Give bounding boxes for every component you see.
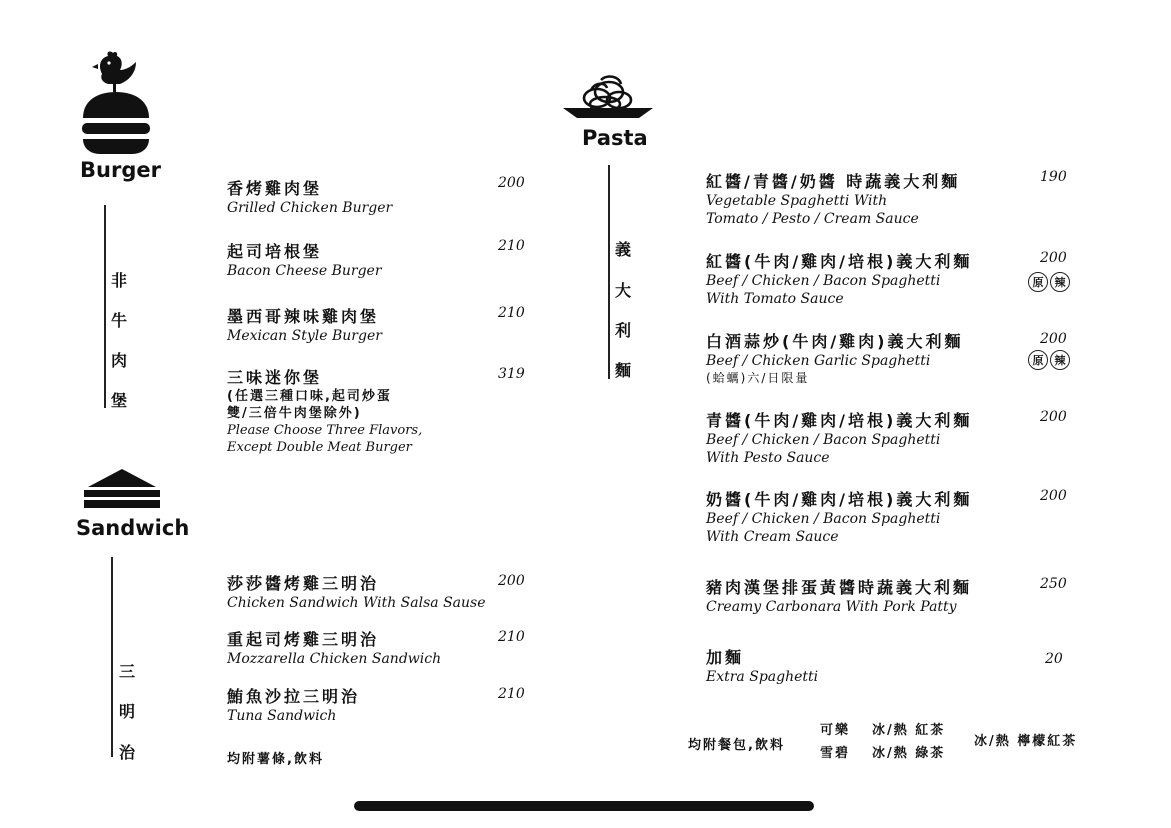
- sandwich-category-char: 明: [119, 702, 136, 721]
- item-name-en: Grilled Chicken Burger: [227, 200, 393, 216]
- menu-item-carbonara-pork-patty: [706, 575, 972, 616]
- item-price: 250: [1040, 576, 1067, 592]
- sandwich-category-divider: [111, 557, 113, 757]
- menu-item-cream-meat-spaghetti: [706, 487, 972, 546]
- pasta-logo-icon: [561, 70, 655, 120]
- drink-option: 冰/熱 檸檬紅茶: [974, 734, 1078, 749]
- pasta-category-char: 麵: [615, 361, 632, 380]
- item-price: 200: [498, 175, 525, 191]
- drink-option: 冰/熱 綠茶: [872, 746, 946, 761]
- item-name-zh: 香烤雞肉堡: [227, 179, 323, 198]
- burger-category-char: 堡: [111, 391, 128, 410]
- menu-item-grilled-chicken-burger: [227, 176, 392, 217]
- item-price: 200: [1040, 331, 1067, 347]
- item-name-en: Vegetable Spaghetti With: [706, 193, 888, 209]
- flavor-badges: [1028, 350, 1070, 370]
- spicy-flavor-badge: 辣: [1050, 350, 1070, 370]
- item-name-en: Creamy Carbonara With Pork Patty: [706, 599, 957, 615]
- item-name-en: Bacon Cheese Burger: [227, 263, 382, 279]
- menu-item-bacon-cheese-burger: [227, 239, 382, 280]
- pasta-category-char: 利: [615, 321, 632, 340]
- item-price: 210: [498, 305, 525, 321]
- menu-item-salsa-chicken-sandwich: [227, 571, 486, 612]
- item-name-en: Chicken Sandwich With Salsa Sause: [227, 595, 486, 611]
- item-price: 210: [498, 686, 525, 702]
- item-name-zh: 豬肉漢堡排蛋黃醬時蔬義大利麵: [706, 578, 973, 597]
- item-price: 210: [498, 238, 525, 254]
- item-name-en: Beef / Chicken Garlic Spaghetti: [706, 353, 931, 369]
- pasta-category-char: 大: [615, 281, 632, 300]
- item-name-en: With Cream Sauce: [706, 529, 839, 545]
- burger-logo-icon: [78, 48, 154, 163]
- item-price: 200: [1040, 488, 1067, 504]
- original-flavor-badge: 原: [1028, 350, 1048, 370]
- menu-item-garlic-spaghetti: [706, 329, 963, 387]
- item-name-en: Tuna Sandwich: [227, 708, 337, 724]
- item-name-en: Mozzarella Chicken Sandwich: [227, 651, 442, 667]
- menu-item-vegetable-spaghetti: [706, 169, 960, 228]
- item-price: 200: [498, 573, 525, 589]
- pasta-category-divider: [608, 165, 610, 379]
- menu-item-tuna-sandwich: [227, 684, 360, 725]
- item-name-en: Extra Spaghetti: [706, 669, 819, 685]
- item-name-zh: 紅醬(牛肉/雞肉/培根)義大利麵: [706, 252, 973, 271]
- item-name-en: Tomato / Pesto / Cream Sauce: [706, 211, 919, 227]
- item-name-zh: 莎莎醬烤雞三明治: [227, 574, 380, 593]
- item-price: 200: [1040, 250, 1067, 266]
- item-name-zh: 奶醬(牛肉/雞肉/培根)義大利麵: [706, 490, 973, 509]
- item-name-zh: 白酒蒜炒(牛肉/雞肉)義大利麵: [706, 332, 964, 351]
- pasta-footnote-label: 均附餐包,飲料: [688, 738, 785, 753]
- item-name-en: Please Choose Three Flavors,: [227, 423, 423, 438]
- item-name-zh: 鮪魚沙拉三明治: [227, 687, 361, 706]
- drink-option: 可樂: [820, 723, 851, 738]
- item-note: 雙/三倍牛肉堡除外): [227, 406, 362, 421]
- sandwich-footnote: 均附薯條,飲料: [227, 752, 324, 767]
- menu-item-mozzarella-chicken-sandwich: [227, 627, 441, 668]
- burger-category-char: 非: [111, 271, 128, 290]
- item-name-en: Beef / Chicken / Bacon Spaghetti: [706, 511, 941, 527]
- burger-section-title: Burger: [80, 158, 161, 182]
- item-price: 200: [1040, 409, 1067, 425]
- home-indicator-bar[interactable]: [354, 801, 814, 811]
- burger-category-char: 肉: [111, 351, 128, 370]
- item-name-en: With Pesto Sauce: [706, 450, 830, 466]
- flavor-badges: [1028, 272, 1070, 292]
- drink-option: 冰/熱 紅茶: [872, 723, 946, 738]
- item-note: (任選三種口味,起司炒蛋: [227, 389, 392, 404]
- menu-item-extra-spaghetti: [706, 645, 818, 686]
- menu-item-pesto-meat-spaghetti: [706, 408, 972, 467]
- menu-item-mexican-burger: [227, 304, 382, 345]
- item-name-zh: 紅醬/青醬/奶醬 時蔬義大利麵: [706, 172, 961, 191]
- menu-item-tomato-meat-spaghetti: [706, 249, 972, 308]
- item-name-en: Mexican Style Burger: [227, 328, 382, 344]
- menu-item-mini-burger: [227, 365, 422, 456]
- item-name-zh: 三味迷你堡: [227, 368, 323, 387]
- item-name-zh: 青醬(牛肉/雞肉/培根)義大利麵: [706, 411, 973, 430]
- sandwich-section-title: Sandwich: [76, 516, 190, 540]
- item-name-zh: 起司培根堡: [227, 242, 323, 261]
- item-name-en: Except Double Meat Burger: [227, 440, 412, 455]
- item-note: (蛤蠣)六/日限量: [706, 371, 810, 385]
- item-name-zh: 加麵: [706, 648, 745, 667]
- item-price: 20: [1045, 651, 1063, 667]
- item-price: 210: [498, 629, 525, 645]
- item-price: 190: [1040, 169, 1067, 185]
- item-name-en: Beef / Chicken / Bacon Spaghetti: [706, 273, 941, 289]
- spicy-flavor-badge: 辣: [1050, 272, 1070, 292]
- pasta-category-char: 義: [615, 240, 632, 259]
- pasta-section-title: Pasta: [582, 126, 648, 150]
- item-name-en: Beef / Chicken / Bacon Spaghetti: [706, 432, 941, 448]
- sandwich-category-char: 三: [119, 662, 136, 681]
- sandwich-category-char: 治: [119, 743, 136, 762]
- burger-category-divider: [104, 205, 106, 408]
- item-name-en: With Tomato Sauce: [706, 291, 844, 307]
- item-name-zh: 重起司烤雞三明治: [227, 630, 380, 649]
- item-name-zh: 墨西哥辣味雞肉堡: [227, 307, 380, 326]
- sandwich-logo-icon: [82, 467, 162, 511]
- original-flavor-badge: 原: [1028, 272, 1048, 292]
- item-price: 319: [498, 366, 525, 382]
- drink-option: 雪碧: [820, 746, 851, 761]
- burger-category-char: 牛: [111, 311, 128, 330]
